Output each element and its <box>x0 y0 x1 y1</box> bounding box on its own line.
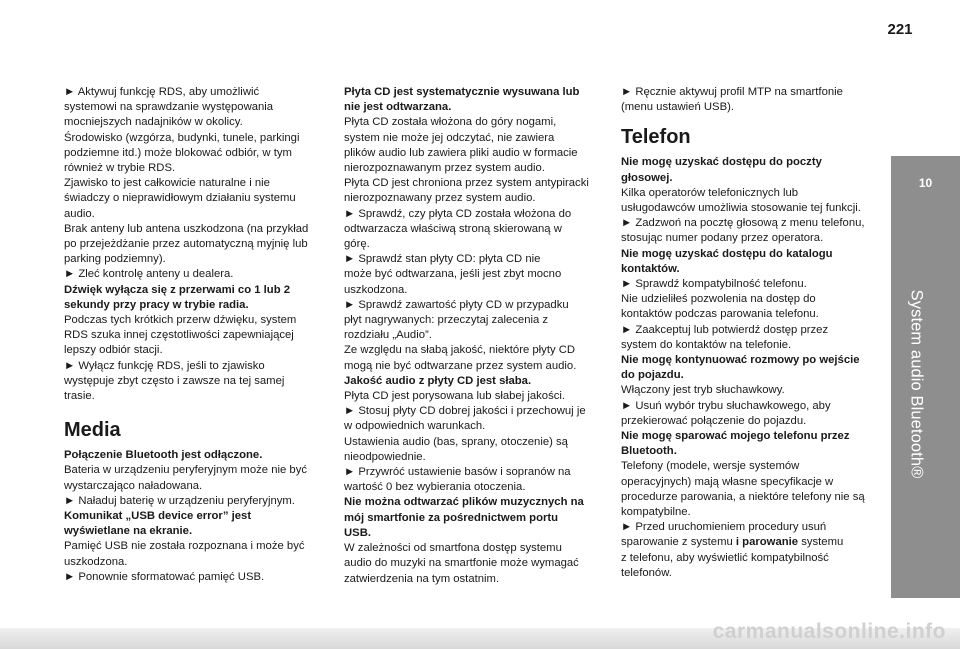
text-line: uszkodzona. <box>64 555 128 568</box>
text-line: procedurze parowania, a niektóre telefony nie są <box>621 490 865 503</box>
text-line: przekierować połączenie do pojazdu. <box>621 414 807 427</box>
text-line: Płyta CD jest porysowana lub słabej jakości. <box>344 390 566 403</box>
text-line: ► Zadzwoń na pocztę głosową z menu telefonu, <box>621 217 865 230</box>
pairing-paragraph-end <box>621 551 883 581</box>
bold-line: Nie można odtwarzać plików muzycznych na <box>344 496 584 509</box>
mixed-bold: i parowanie <box>735 536 799 549</box>
bold-line: głosowej. <box>621 171 673 184</box>
bold-line: Bluetooth. <box>621 445 677 458</box>
sound-cuts-paragraph <box>64 313 314 404</box>
text-line: Podczas tych krótkich przerw dźwięku, system <box>64 314 297 327</box>
text-line: parking podziemny). <box>64 253 166 266</box>
watermark-text: carmanualsonline.info <box>712 620 946 643</box>
text-line: nierozpoznawanym przez system audio. <box>344 162 545 175</box>
text-line: ► Usuń wybór trybu słuchawkowego, aby <box>621 399 831 412</box>
text-line: nierozpoznawany przez system audio. <box>344 192 536 205</box>
text-line: ► Aktywuj funkcję RDS, aby umożliwić <box>64 86 260 98</box>
text-line: ► Sprawdź zawartość płyty CD w przypadku <box>344 298 569 311</box>
text-line: płyt nagrywanych: przeczytaj zalecenia z <box>344 314 549 327</box>
text-line: Ustawienia audio (bas, sprany, otoczenie) są <box>344 435 568 448</box>
text-line: ► Stosuj płyty CD dobrej jakości i przechowuj je <box>344 405 586 418</box>
text-line: system nie może jej odczytać, nie zawiera <box>344 131 555 144</box>
text-line: ► Przed uruchomieniem procedury usuń <box>621 521 827 534</box>
text-line: mogą nie być odtwarzane przez system audio. <box>344 359 577 372</box>
text-line: Włączony jest tryb słuchawkowy. <box>621 384 785 397</box>
cd-ejected-paragraph <box>344 115 602 373</box>
text-line: kompatybilne. <box>621 506 691 519</box>
rds-paragraph <box>64 85 314 283</box>
text-line: świadczy o nieprawidłowym działaniu systemu <box>64 192 296 205</box>
bold-line: kontaktów. <box>621 262 680 275</box>
text-line: kontaktów podczas parowania telefonu. <box>621 308 819 321</box>
section-heading-telefon: Telefon <box>621 126 691 149</box>
continue-call-heading <box>621 353 883 383</box>
column-3 <box>621 85 883 581</box>
text-line: ► Zleć kontrolę anteny u dealera. <box>64 268 234 281</box>
pairing-mixed-line <box>621 535 883 550</box>
text-line: usługodawców umożliwia stosowanie tej funkcji. <box>621 202 861 215</box>
chapter-side-tab <box>891 156 960 598</box>
sound-cuts-heading <box>64 283 314 313</box>
voicemail-heading <box>621 155 883 185</box>
text-line: Pamięć USB nie została rozpoznana i może być <box>64 540 305 553</box>
bold-line: Nie mogę uzyskać dostępu do katalogu <box>621 247 833 260</box>
usb-error-heading <box>64 509 314 539</box>
text-line: po przejeżdżanie przez automatyczną myjnię lub <box>64 238 308 251</box>
text-line: ► Zaakceptuj lub potwierdź dostęp przez <box>621 323 829 336</box>
text-line: nieodpowiednie. <box>344 450 426 463</box>
text-line: systemowi na sprawdzanie występowania <box>64 101 274 114</box>
pairing-paragraph <box>621 459 883 535</box>
cd-quality-paragraph <box>344 389 602 495</box>
chapter-number: 10 <box>918 176 933 190</box>
usb-error-paragraph <box>64 539 314 585</box>
text-line: operacyjnych) mają własne specyfikacje w <box>621 475 834 488</box>
text-line: zatwierdzenia na tym ostatnim. <box>344 572 500 585</box>
column-1 <box>64 85 314 585</box>
chapter-title: System audio Bluetooth® <box>907 289 926 479</box>
bold-line: Dźwięk wyłącza się z przerwami co 1 lub 2 <box>64 283 291 296</box>
bluetooth-disconnected-paragraph <box>64 463 314 509</box>
text-line: audio. <box>64 207 95 220</box>
text-line: ► Naładuj baterię w urządzeniu peryferyjnym. <box>64 494 295 507</box>
text-line: występuje zbyt często i zawsze na tej samej <box>64 374 285 387</box>
text-line: Płyta CD została włożona do góry nogami, <box>344 116 557 129</box>
text-line: w odpowiednich warunkach. <box>344 420 486 433</box>
mixed-before: sparowanie z systemu <box>621 536 736 549</box>
bold-line: Komunikat „USB device error” jest <box>64 510 252 523</box>
voicemail-paragraph <box>621 186 883 247</box>
text-line: wartość 0 bez wybierania otoczenia. <box>344 481 526 494</box>
text-line: ► Przywróć ustawienie basów i sopranów na <box>344 466 571 479</box>
bold-line: mój smartfonie za pośrednictwem portu <box>344 511 559 524</box>
bold-line: Nie mogę kontynuować rozmowy po wejście <box>621 354 860 367</box>
bold-line: wyświetlane na ekranie. <box>64 525 193 538</box>
text-line: system do kontaktów na telefonie. <box>621 338 792 351</box>
text-line: Środowisko (wzgórza, budynki, tunele, parkingi <box>64 131 300 144</box>
text-line: ► Sprawdź, czy płyta CD została włożona do <box>344 207 572 220</box>
text-line: może być odtwarzana, jeśli jest zbyt mocno <box>344 268 562 281</box>
page-number: 221 <box>887 21 913 38</box>
text-line: (menu ustawień USB). <box>621 101 735 114</box>
text-line: Telefony (modele, wersje systemów <box>621 460 800 473</box>
text-line: ► Ponownie sformatować pamięć USB. <box>64 570 265 583</box>
text-line: Płyta CD jest chroniona przez system antypiracki <box>344 177 589 190</box>
text-line: lepszy odbiór stacji. <box>64 344 163 357</box>
text-line: audio do muzyki na smartfonie może wymagać <box>344 557 579 570</box>
text-line: Zjawisko to jest całkowicie naturalne i nie <box>64 177 270 190</box>
text-line: ► Ręcznie aktywuj profil MTP na smartfonie <box>621 86 843 98</box>
text-line: telefonów. <box>621 566 672 579</box>
bold-line: USB. <box>344 526 371 539</box>
bold-line: Połączenie Bluetooth jest odłączone. <box>64 449 263 462</box>
column-2 <box>344 85 602 587</box>
bold-line: Jakość audio z płyty CD jest słaba. <box>344 374 532 387</box>
text-line: Nie udzieliłeś pozwolenia na dostęp do <box>621 293 816 306</box>
watermark-band <box>0 620 960 649</box>
cd-ejected-heading <box>344 85 602 115</box>
bold-line: nie jest odtwarzana. <box>344 101 452 114</box>
section-heading-media: Media <box>64 419 121 442</box>
text-line: podziemne itd.) może blokować odbiór, w tym <box>64 146 292 159</box>
text-line: RDS szuka innej częstotliwości zapewniającej <box>64 329 294 342</box>
text-line: Bateria w urządzeniu peryferyjnym może nie być <box>64 464 307 477</box>
pairing-heading <box>621 429 883 459</box>
text-line: mocniejszych nadajników w okolicy. <box>64 116 243 129</box>
continue-call-paragraph <box>621 383 883 429</box>
text-line: odtwarzacza właściwą stroną skierowaną w <box>344 222 562 235</box>
mtp-paragraph <box>621 85 883 115</box>
text-line: ► Sprawdź stan płyty CD: płyta CD nie <box>344 253 541 266</box>
bold-line: Płyta CD jest systematycznie wysuwana lub <box>344 86 580 98</box>
text-line: również w trybie RDS. <box>64 162 176 175</box>
text-line: Brak anteny lub antena uszkodzona (na przykład <box>64 222 309 235</box>
text-line: Kilka operatorów telefonicznych lub <box>621 186 799 199</box>
text-line: trasie. <box>64 390 95 403</box>
text-line: wystarczająco naładowana. <box>64 479 203 492</box>
text-line: plików audio lub zawiera pliki audio w formacie <box>344 146 578 159</box>
bold-line: Nie mogę sparować mojego telefonu przez <box>621 430 850 443</box>
contacts-paragraph <box>621 277 883 353</box>
bluetooth-disconnected-heading <box>64 448 314 463</box>
text-line: W zależności od smartfona dostęp systemu <box>344 542 562 555</box>
text-line: stosując numer podany przez operatora. <box>621 232 824 245</box>
bold-line: do pojazdu. <box>621 369 684 382</box>
text-line: Ze względu na słabą jakość, niektóre płyty CD <box>344 344 576 357</box>
contacts-heading <box>621 247 883 277</box>
text-line: ► Sprawdź kompatybilność telefonu. <box>621 278 807 291</box>
mixed-after: systemu <box>798 536 844 549</box>
bold-line: Nie mogę uzyskać dostępu do poczty <box>621 156 822 169</box>
usb-music-heading <box>344 495 602 541</box>
bold-line: sekundy przy pracy w trybie radia. <box>64 298 249 311</box>
usb-music-paragraph <box>344 541 602 587</box>
text-line: uszkodzona. <box>344 283 408 296</box>
cd-quality-heading <box>344 374 602 389</box>
text-line: górę. <box>344 238 370 251</box>
text-line: z telefonu, aby wyświetlić kompatybilność <box>621 551 829 564</box>
text-line: rozdziału „Audio”. <box>344 329 432 342</box>
text-line: ► Wyłącz funkcję RDS, jeśli to zjawisko <box>64 359 265 372</box>
